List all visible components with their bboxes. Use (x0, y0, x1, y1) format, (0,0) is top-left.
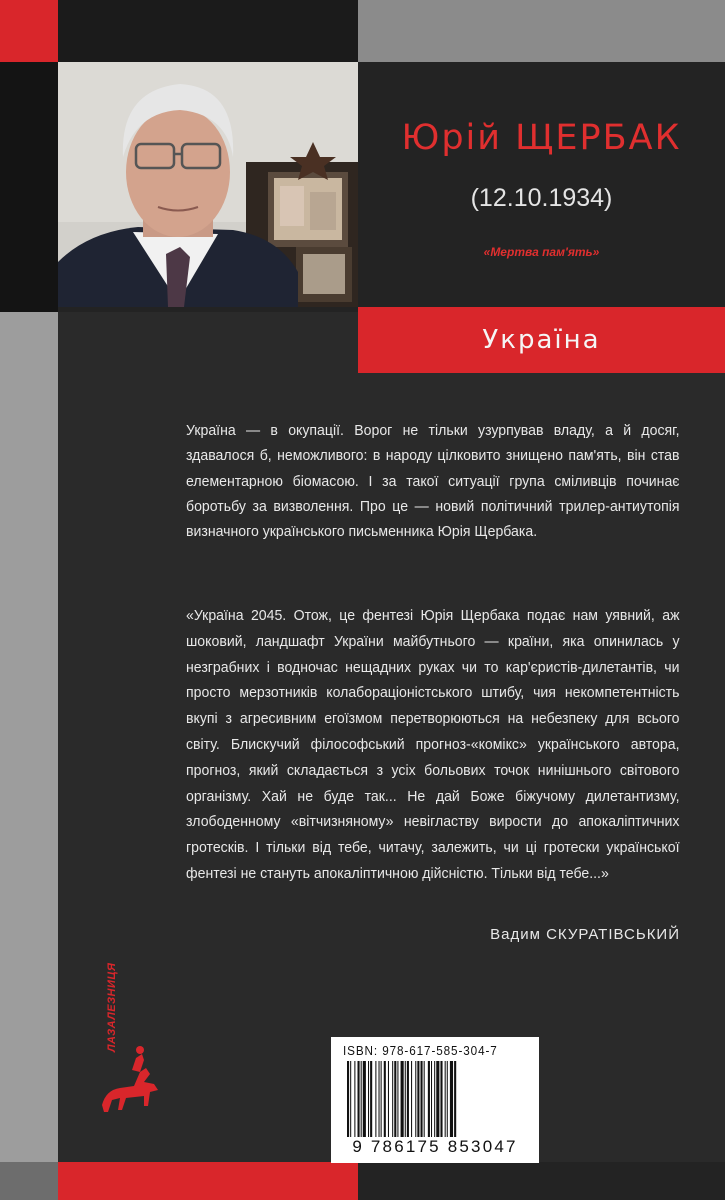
isbn-text: ISBN: 978-617-585-304-7 (343, 1043, 498, 1058)
left-black-block (0, 62, 58, 312)
review-quote: «Україна 2045. Отож, це фентезі Юрія Щербака подає нам уявний, аж шоковий, ландшафт України майбутнього — країни, яка опинилась у незграбних і водночас нещадних руках чи то кар'єристів-дилетантів, чи просто мерзотників колабораціоністського штибу, чия некомпетентність вкупі з агресивним егоїзмом перетворюються на небезпеку для всього світу. Блискучий філософський прогноз-«комікс» українського автора, прогноз, який складається з усіх больових точок нинішнього світового організму. Хай не буде так... Не дай Боже біжучому дилетантизму, злободенному «вітчизняному» невігластву вирости до апокаліптичних гротесків. І тільки від тебе, читачу, залежить, чи ці гротески української фентезі не стануть апокаліптичною дійсністю. Тільки від тебе...» (186, 607, 680, 882)
horse-rider-icon (92, 960, 172, 1135)
award-title: «Мертва пам'ять» (483, 245, 600, 259)
publisher-name: ЛАЗАЛЕЗНИЦЯ (106, 962, 118, 1052)
author-name: Юрій ЩЕРБАК (401, 118, 682, 158)
ean-number: 9 786175 853047 (352, 1137, 518, 1156)
quote-author: Вадим СКУРАТІВСЬКИЙ (490, 926, 680, 943)
top-dark-block (58, 0, 358, 62)
barcode-box (331, 1037, 539, 1163)
bottom-left-block (0, 1162, 58, 1200)
author-photo (58, 62, 358, 307)
barcode-graphic (345, 1061, 531, 1137)
country-label: Україна (482, 325, 601, 355)
book-blurb: Україна — в окупації. Ворог не тільки узурпував владу, а й досяг, здавалося б, неможливого: в народу цілковито знищено пам'ять, він став елементарною біомасою. І за такої ситуації група сміливців починає боротьбу за визволення. Про це — новий політичний трилер-антиутопія визначного українського письменника Юрія Щербака. (186, 422, 680, 541)
left-gray-strip (0, 312, 58, 1200)
publisher-logo (92, 960, 172, 1135)
bottom-red-block (58, 1162, 358, 1200)
author-dates: (12.10.1934) (470, 184, 613, 212)
corner-red-block (0, 0, 58, 62)
top-gray-block (358, 0, 725, 62)
country-bar (358, 307, 725, 373)
